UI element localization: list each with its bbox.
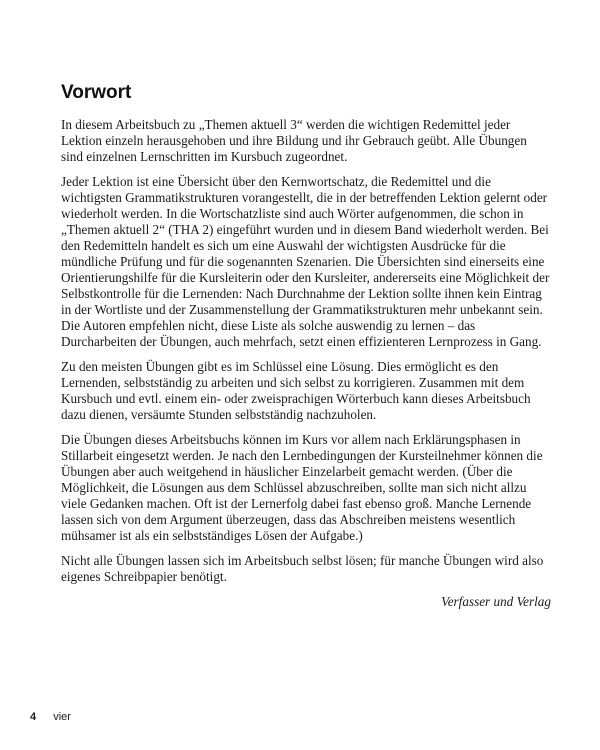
paragraph-usage: Die Übungen dieses Arbeitsbuchs können im Kurs vor allem nach Erklärungsphasen in Stillarbeit eingesetzt werden. Je nach den Lernbedingungen der Kursteilnehmer können die Übungen aber auch weitgehend in häuslicher Einzelarbeit gemacht werden. (Über die Möglichkeit, die Lösungen aus dem Schlüssel abzuschreiben, sollte man sich nicht allzu viele Gedanken machen. Oft ist der Lernerfolg dabei fast ebenso groß. Manche Lernende lassen sich von dem Argument überzeugen, dass das Abschreiben meistens wesentlich mühsamer ist als ein selbstständiges Lösen der Aufgabe.) xyxy=(61,432,543,543)
signature: Verfasser und Verlag xyxy=(441,594,551,609)
paragraph-key: Zu den meisten Übungen gibt es im Schlüssel eine Lösung. Dies ermöglicht es den Lernenden, selbstständig zu arbeiten und sich selbst zu korrigieren. Zusammen mit dem Kursbuch und evtl. einem ein- oder zweisprachigen Wörterbuch kann dieses Arbeitsbuch dazu dienen, versäumte Stunden selbstständig nachzuholen. xyxy=(61,359,531,422)
paragraph-intro: In diesem Arbeitsbuch zu „Themen aktuell 3“ werden die wichtigen Redemittel jeder Lektion einzeln herausgehoben und ihre Bildung und ihr Gebrauch geübt. Alle Übungen sind einzelnen Lernschritten im Kursbuch zugeordnet. xyxy=(61,117,527,164)
page-content xyxy=(61,82,551,610)
page-number: 4 xyxy=(30,711,37,723)
page-footer xyxy=(30,711,71,723)
paragraph-overview: Jeder Lektion ist eine Übersicht über den Kernwortschatz, die Redemittel und die wichtigsten Grammatikstrukturen vorangestellt, die in der betreffenden Lektion gelernt oder wiederholt werden. In die Wortschatzliste sind auch Wörter aufgenommen, die schon in „Themen aktuell 2“ (THA 2) eingeführt wurden und in diesem Band wiederholt werden. Bei den Redemitteln handelt es sich um eine Auswahl der wichtigsten Ausdrücke für die mündliche Prüfung und für die sogenannten Szenarien. Die Übersichten sind einerseits eine Orientierungshilfe für die Kursleiterin oder den Kursleiter, andererseits eine Möglichkeit der Selbstkontrolle für die Lernenden: Nach Durchnahme der Lektion sollte ihnen kein Eintrag in der Wortliste und der Zusammenstellung der Grammatikstrukturen mehr unbekannt sein. Die Autoren empfehlen nicht, diese Liste als solche auswendig zu lernen – das Durcharbeiten der Übungen, auch mehrfach, setzt einen effizienteren Lernprozess in Gang. xyxy=(61,174,550,349)
page-number-word: vier xyxy=(53,711,71,723)
paragraph-paper: Nicht alle Übungen lassen sich im Arbeitsbuch selbst lösen; für manche Übungen wird also eigenes Schreibpapier benötigt. xyxy=(61,553,544,584)
page-title: Vorwort xyxy=(61,82,132,103)
